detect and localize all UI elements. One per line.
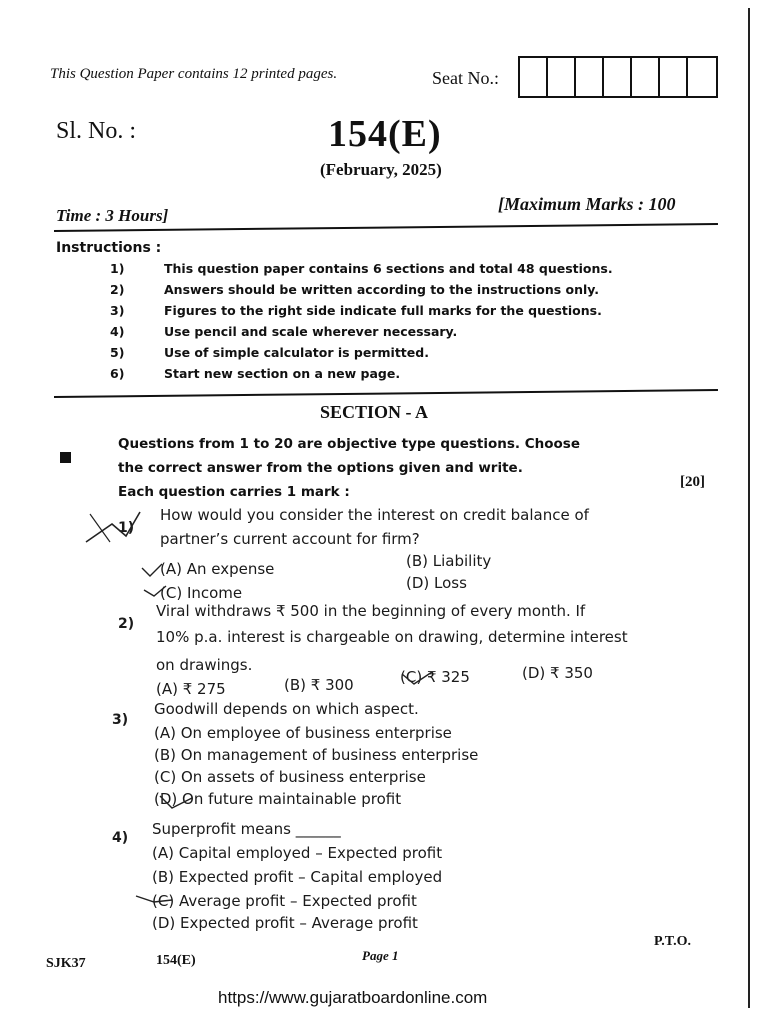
seat-box-cell (604, 58, 632, 96)
seat-box-cell (660, 58, 688, 96)
instruction-text: This question paper contains 6 sections and total 48 questions. (164, 261, 613, 276)
instruction-item (110, 258, 613, 279)
instruction-number: 4) (110, 324, 125, 339)
page-edge (748, 8, 750, 1008)
pages-note: This Question Paper contains 12 printed pages. (50, 66, 338, 82)
option: (D) Loss (406, 574, 467, 592)
question-number: 4) (112, 830, 129, 846)
page-number: Page 1 (362, 948, 399, 963)
intro-line: Each question carries 1 mark : (118, 484, 350, 500)
seat-box-cell (548, 58, 576, 96)
option: (D) On future maintainable profit (154, 790, 402, 808)
seat-box-cell (688, 58, 716, 96)
question-text: Superprofit means ______ (152, 820, 341, 838)
website-url: https://www.gujaratboardonline.com (218, 988, 488, 1007)
instruction-number: 2) (110, 282, 125, 297)
intro-line: Questions from 1 to 20 are objective type questions. Choose (118, 436, 580, 452)
seat-box-cell (576, 58, 604, 96)
instruction-number: 1) (110, 261, 125, 276)
section-title: SECTION - A (320, 402, 429, 422)
instructions-title: Instructions : (56, 240, 162, 256)
question-text: 10% p.a. interest is chargeable on drawing, determine interest (156, 628, 628, 646)
seat-label: Seat No.: (432, 68, 499, 88)
square-bullet-icon (60, 452, 71, 463)
option: (B) ₹ 300 (284, 676, 354, 694)
instruction-number: 6) (110, 366, 125, 381)
please-turn-over: P.T.O. (654, 934, 691, 949)
handwritten-tick-icon (398, 666, 438, 690)
instruction-item (110, 300, 613, 321)
instruction-item (110, 279, 613, 300)
instruction-text: Figures to the right side indicate full marks for the questions. (164, 303, 602, 318)
question-number: 1) (118, 520, 135, 536)
serial-number-label: Sl. No. : (56, 118, 137, 144)
option: (B) On management of business enterprise (154, 746, 479, 764)
instruction-item (110, 321, 613, 342)
question-text: How would you consider the interest on credit balance of (160, 506, 589, 524)
handwritten-tick-icon (132, 888, 182, 912)
question-number: 2) (118, 616, 135, 632)
instruction-text: Use pencil and scale wherever necessary. (164, 324, 458, 339)
maximum-marks: [Maximum Marks : 100 (498, 194, 676, 214)
instruction-item (110, 342, 613, 363)
paper-code: 154(E) (328, 113, 442, 155)
seat-box-cell (520, 58, 548, 96)
instruction-text: Answers should be written according to the instructions only. (164, 282, 600, 297)
option: (C) Income (160, 584, 243, 602)
seat-box-cell (632, 58, 660, 96)
instruction-number: 3) (110, 303, 125, 318)
option: (A) On employee of business enterprise (154, 724, 452, 742)
instructions-list (110, 258, 613, 384)
footer-paper-code: 154(E) (156, 953, 196, 968)
option: (C) On assets of business enterprise (154, 768, 426, 786)
option: (A) ₹ 275 (156, 680, 226, 698)
section-intro (118, 432, 580, 504)
handwritten-tick-icon (140, 560, 170, 600)
instruction-text: Use of simple calculator is permitted. (164, 345, 429, 360)
question-text: Goodwill depends on which aspect. (154, 700, 419, 718)
seat-number-boxes (518, 56, 718, 98)
option: (A) Capital employed – Expected profit (152, 844, 443, 862)
question-text: Viral withdraws ₹ 500 in the beginning of every month. If (156, 602, 586, 620)
handwritten-tick-icon (156, 788, 196, 814)
option: (D) ₹ 350 (522, 664, 593, 682)
instruction-text: Start new section on a new page. (164, 366, 401, 381)
question-text: on drawings. (156, 656, 253, 674)
intro-line: the correct answer from the options given and write. (118, 460, 523, 476)
option: (C) Average profit – Expected profit (152, 892, 417, 910)
option: (A) An expense (160, 560, 275, 578)
option: (C) ₹ 325 (400, 668, 470, 686)
handwritten-tick-icon (82, 506, 162, 556)
option: (B) Expected profit – Capital employed (152, 868, 443, 886)
time-allowed: Time : 3 Hours] (56, 206, 169, 225)
footer-set-code: SJK37 (46, 956, 86, 971)
instruction-number: 5) (110, 345, 125, 360)
question-text: partner’s current account for firm? (160, 530, 420, 548)
option: (B) Liability (406, 552, 492, 570)
divider (54, 389, 718, 398)
section-marks: [20] (680, 474, 705, 490)
option: (D) Expected profit – Average profit (152, 914, 418, 932)
instruction-item (110, 363, 613, 384)
exam-date: (February, 2025) (320, 160, 442, 179)
question-number: 3) (112, 712, 129, 728)
